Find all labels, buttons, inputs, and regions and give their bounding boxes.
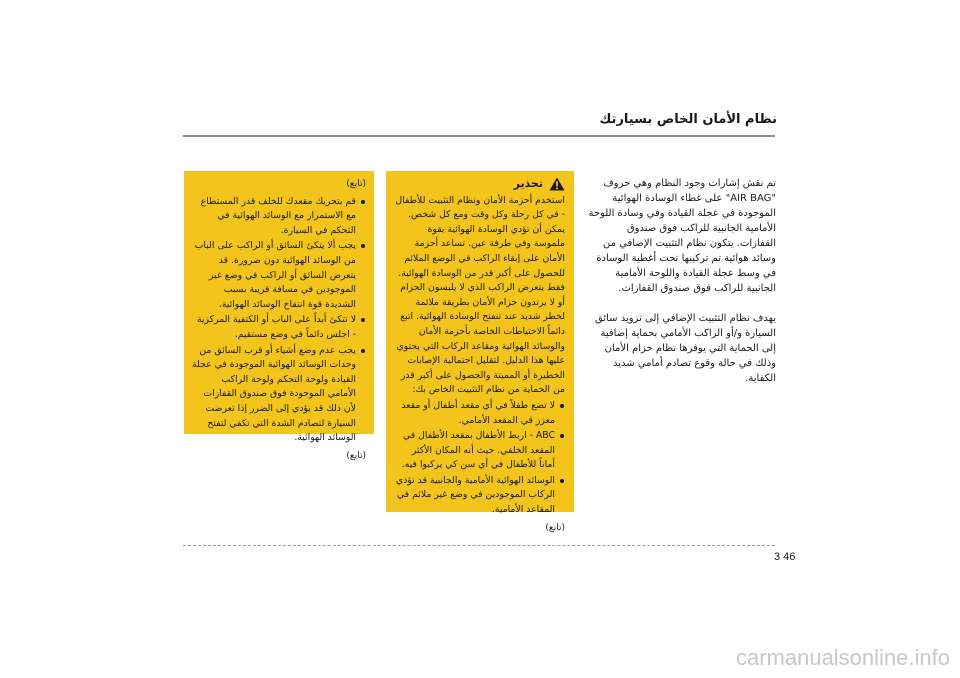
continuation-bullet-list (192, 195, 366, 446)
continuation-bullet: يجب عدم وضع أشياء أو قرب السائق من وحدات الوسائد الهوائية الموجودة في عجلة القيادة ولوحة التحكم ولوحة الراكب الأمامي الموجودة فوق صندوق القفازات لأن ذلك قد يؤدي إلى الضرر إذا تعرضت السيارة لتصادم الشدة التي تكفي لتفتح الوسائد الهوائية. (192, 344, 366, 446)
page-header-title: نظام الأمان الخاص بسيارتك (599, 112, 777, 127)
header-divider (183, 135, 775, 137)
warning-header (395, 177, 565, 192)
warning-bullet: ABC - اربط الأطفال بمقعد الأطفال في المقعد الخلفي. حيث أنه المكان الأكثر أماناً للأطفال في أي سن كي يركبوا فيه. (395, 429, 565, 473)
continued-label: (تابع) (545, 522, 565, 533)
continuation-panel (184, 171, 374, 461)
warning-triangle-icon (549, 177, 565, 191)
continued-label: (تابع) (346, 179, 366, 189)
continuation-bullet: قم بتحريك مقعدك للخلف قدر المستطاع مع الاستمرار مع الوسائد الهوائية في التحكم في السيارة. (192, 195, 366, 239)
page-number: 3 46 (774, 551, 796, 563)
warning-panel (386, 171, 574, 533)
warning-bullet: لا تضع طفلاً في أي مقعد أطفال أو مقعد معزز في المقعد الأمامي. (395, 399, 565, 428)
warning-bullet-list (395, 399, 565, 518)
continuation-bullet: يجب ألا يتكئ السائق أو الراكب على الباب من الوسائد الهوائية دون ضرورة. قد يتعرض السائق أو الراكب في وضع غير الموجودين في مسافة قريبة بسبب الشديدة قوة انتفاخ الوسائد الهوائية. (192, 239, 366, 312)
warning-intro: استخدم أحزمة الأمان ونظام التثبيت للأطفال - في كل رحلة وكل وقت ومع كل شخص. يمكن أن تؤدي الوسادة الهوائية بقوة ملموسة وفي طرفة عين. تساعد أحزمة الأمان على إبقاء الراكب في الوضع الملائم للحصول على أكبر قدر من الوسادة الهوائية. فقط يتعرض الراكب الذي لا يلبسون الحزام أو لا يرتدون حزام الأمان بطريقة ملائمة لخطر شديد عند تنفتح الوسادة الهوائية. اتبع دائماً الاحتياطات الخاصة بأحزمة الأمان والوسائد الهوائية ومقاعد الركاب التي يحتوي عليها هذا الدليل. لتقليل احتمالية الإصابات الخطيرة أو المميتة والحصول على أكبر قدر من الحماية من نظام التثبيت الخاص بك: (395, 194, 565, 396)
body-paragraph: تم نقش إشارات وجود النظام وهي حروف "AIR BAG" على غطاء الوسادة الهوائية الموجودة في عجلة القيادة وفي وسادة اللوحة الأمامية الجانبية للراكب فوق صندوق القفازات. يتكون نظام التثبيت الإضافي من وسائد هوائية تم تركيبها تحت أغطية الوسادة في وسط عجلة القيادة واللوحة الأمامية الجانبية للراكب فوق صندوق القفازات. (588, 178, 776, 294)
footer-divider (183, 545, 775, 546)
continuation-bullet: لا تتكئ أبداً على الباب أو الكتفية المركزية - اجلس دائماً في وضع مستقيم. (192, 313, 366, 342)
body-paragraph: يهدف نظام التثبيت الإضافي إلى تزويد سائق السيارة و/أو الراكب الأمامي بحماية إضافية إلى الحماية التي يوفرها نظام حزام الأمان وذلك في حالة وقوع تصادم أمامي شديد الكفاية. (594, 313, 776, 384)
warning-title: تحذير (513, 177, 543, 190)
warning-bullet: الوسائد الهوائية الأمامية والجانبية قد تؤذي الركاب الموجودين في وضع غير ملائم في المقاعد الأمامية. (395, 474, 565, 518)
watermark: carmanualsonline.info (735, 645, 950, 670)
body-text-column (588, 176, 776, 401)
continued-label: (تابع) (346, 450, 366, 461)
